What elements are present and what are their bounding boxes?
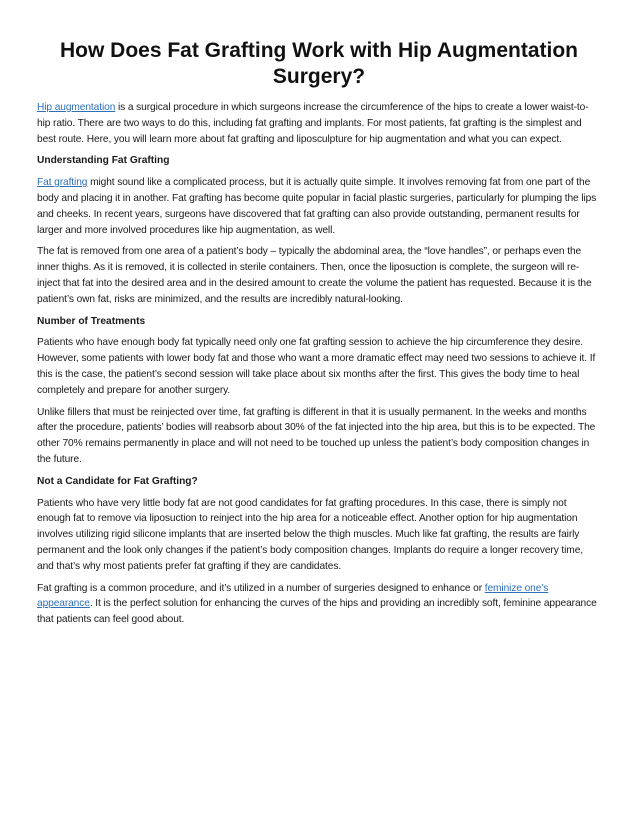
- intro-paragraph: [37, 100, 601, 147]
- heading-understanding-fat-grafting: Understanding Fat Grafting: [37, 155, 170, 167]
- closing-text-before: Fat grafting is a common procedure, and it’s utilized in a number of surgeries designed to enhance or: [37, 582, 485, 594]
- heading-number-of-treatments: Number of Treatments: [37, 315, 146, 327]
- hip-augmentation-link[interactable]: Hip augmentation: [37, 102, 116, 113]
- fat-grafting-text: might sound like a complicated process, but it is actually quite simple. It involves removing fat from one part of the body and placing it in another. Fat grafting has become quite popular in facial plastic surgeries, particularly for plumping the lips and cheeks. In recent years, surgeons have discovered that fat grafting can also provide outstanding, permanent results for larger and more involved procedures like hip augmentation, as well.: [37, 177, 597, 236]
- feminize-appearance-link[interactable]: feminize one’s appearance: [37, 582, 549, 610]
- closing-paragraph: [37, 581, 601, 628]
- fat-grafting-paragraph: [37, 175, 601, 238]
- candidate-paragraph: Patients who have very little body fat are not good candidates for fat grafting procedures. In this case, there is simply not enough fat to remove via liposuction to reinject into the hip area for a noticeable effect. Another option for hip augmentation involves utilizing rigid silicone implants that are inserted below the thigh muscles. Much like fat grafting, the results are fairly permanent and the look only changes if the patient’s body composition changes. Implants do require a longer recovery time, and that’s why most patients prefer fat grafting if they are candidates.: [37, 497, 583, 572]
- fat-grafting-link[interactable]: Fat grafting: [37, 177, 88, 189]
- heading-not-a-candidate: Not a Candidate for Fat Grafting?: [37, 475, 198, 487]
- permanence-paragraph: Unlike fillers that must be reinjected over time, fat grafting is different in that it is usually permanent. In the weeks and months after the procedure, patients’ bodies will reabsorb about 30% of the fat injected into the hip area, but this is to be expected. The other 70% remains permanently in place and will not need to be touched up unless the patient’s body composition changes in the future.: [37, 406, 596, 465]
- closing-text-after: . It is the perfect solution for enhancing the curves of the hips and providing an incredibly soft, feminine appearance that patients can feel good about.: [37, 598, 597, 626]
- intro-text: is a surgical procedure in which surgeons increase the circumference of the hips to create a lower waist-to-hip ratio. There are two ways to do this, including fat grafting and implants. For most patients, fat grafting is the simplest and best route. Here, you will learn more about fat grafting and liposculpture for hip augmentation and what you can expect.: [37, 102, 589, 145]
- page-title: How Does Fat Grafting Work with Hip Augmentation Surgery?: [60, 39, 578, 88]
- fat-removal-paragraph: The fat is removed from one area of a patient’s body – typically the abdominal area, the “love handles”, or perhaps even the inner thighs. As it is removed, it is collected in sterile containers. Then, once the liposuction is complete, the surgeon will re-inject that fat into the desired area and in the desired amount to create the volume the patient has requested. Because it is the patient’s own fat, risks are minimized, and the results are incredibly natural-looking.: [37, 246, 592, 305]
- treatments-paragraph: Patients who have enough body fat typically need only one fat grafting session to achieve the hip circumference they desire. However, some patients with lower body fat and those who want a more dramatic effect may need two sessions to achieve it. If this is the case, the patient’s second session will take place about six months after the first. This gives the body time to heal completely and prepare for another surgery.: [37, 337, 596, 396]
